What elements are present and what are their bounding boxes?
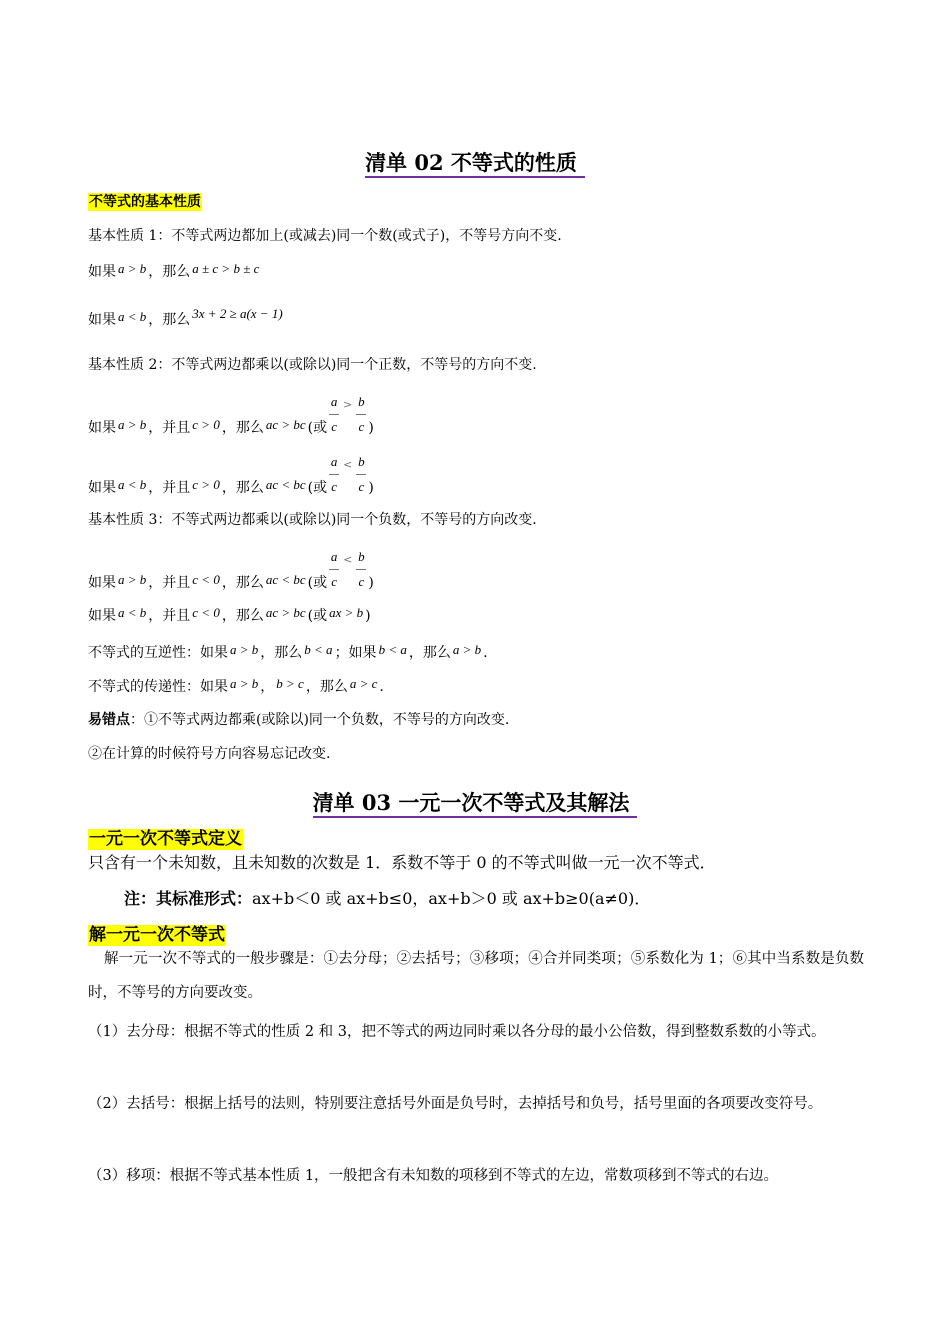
property-3-example-2: 如果 a < b ，并且 c < 0 ，那么 ac > bc (或 ax > b ) — [88, 605, 371, 624]
fraction-b-over-c: $\frac{b}{c}$ — [358, 454, 365, 494]
reciprocity-rule: 不等式的互逆性：如果 a > b ，那么 b < a ；如果 b < a ，那么 a > b . — [88, 642, 488, 661]
property-2: 基本性质 2：不等式两边都乘以(或除以)同一个正数，不等号的方向不变. — [88, 357, 537, 373]
property-2-example-1: 如果 a > b ，并且 c > 0 ，那么 ac > bc (或 $\frac{a}{c}$ > $\frac{b}{c}$ ) — [88, 394, 374, 436]
property-1-example-1: 如果 a > b ，那么 a ± c > b ± c — [88, 261, 260, 280]
error-label: 易错点 — [88, 712, 130, 728]
property-1-example-2: 如果 a < b ，那么 3x + 2 ≥ a(x − 1) — [88, 306, 283, 328]
step-1: （1）去分母：根据不等式的性质 2 和 3，把不等式的两边同时乘以各分母的最小公倍数，得到整数系数的小等式。 — [88, 1024, 826, 1040]
common-error-2: ②在计算的时候符号方向容易忘记改变. — [88, 746, 331, 762]
subtitle-highlight: 一元一次不等式定义 — [89, 829, 242, 849]
property-1: 基本性质 1：不等式两边都加上(或减去)同一个数(或式子)，不等号方向不变. — [88, 228, 562, 244]
property-3: 基本性质 3：不等式两边都乘以(或除以)同一个负数，不等号的方向改变. — [88, 512, 537, 528]
property-2-example-2: 如果 a < b ，并且 c > 0 ，那么 ac < bc (或 $\frac{a}{c}$ < $\frac{b}{c}$ ) — [88, 454, 374, 496]
steps-intro: 解一元一次不等式的一般步骤是：①去分母；②去括号；③移项；④合并同类项；⑤系数化为 1；⑥其中当系数是负数时，不等号的方向要改变。 — [88, 951, 864, 1001]
fraction-b-over-c: $\frac{b}{c}$ — [358, 394, 365, 434]
transitivity-rule: 不等式的传递性：如果 a > b ， b > c ，那么 a > c . — [88, 676, 384, 695]
fraction-a-over-c: $\frac{a}{c}$ — [330, 549, 338, 589]
section-title-text: 清单 02 不等式的性质 — [365, 151, 585, 178]
fraction-b-over-c: $\frac{b}{c}$ — [358, 549, 365, 589]
property-3-example-1: 如果 a > b ，并且 c < 0 ，那么 ac < bc (或 $\frac{a}{c}$ < $\frac{b}{c}$ ) — [88, 549, 374, 591]
common-error-1: 易错点：①不等式两边都乘(或除以)同一个负数，不等号的方向改变. — [88, 712, 510, 728]
step-2: （2）去括号：根据上括号的法则，特别要注意括号外面是负号时，去掉括号和负号，括号里面的各项要改变符号。 — [88, 1096, 823, 1112]
subtitle-highlight: 不等式的基本性质 — [89, 194, 201, 210]
section-title — [0, 790, 950, 818]
fraction-a-over-c: $\frac{a}{c}$ — [330, 394, 338, 434]
standard-form-note: 注：其标准形式：ax+b＜0 或 ax+b≤0，ax+b＞0 或 ax+b≥0(a≠0)． — [124, 889, 651, 908]
section-title-text: 清单 03 一元一次不等式及其解法 — [313, 791, 638, 818]
step-3: （3）移项：根据不等式基本性质 1，一般把含有未知数的项移到不等式的左边，常数项移到不等式的右边。 — [88, 1168, 779, 1184]
definition-text: 只含有一个未知数，且未知数的次数是 1．系数不等于 0 的不等式叫做一元一次不等式． — [88, 853, 716, 872]
subtitle-highlight: 解一元一次不等式 — [89, 925, 225, 945]
fraction-a-over-c: $\frac{a}{c}$ — [330, 454, 338, 494]
section-title — [0, 150, 950, 178]
